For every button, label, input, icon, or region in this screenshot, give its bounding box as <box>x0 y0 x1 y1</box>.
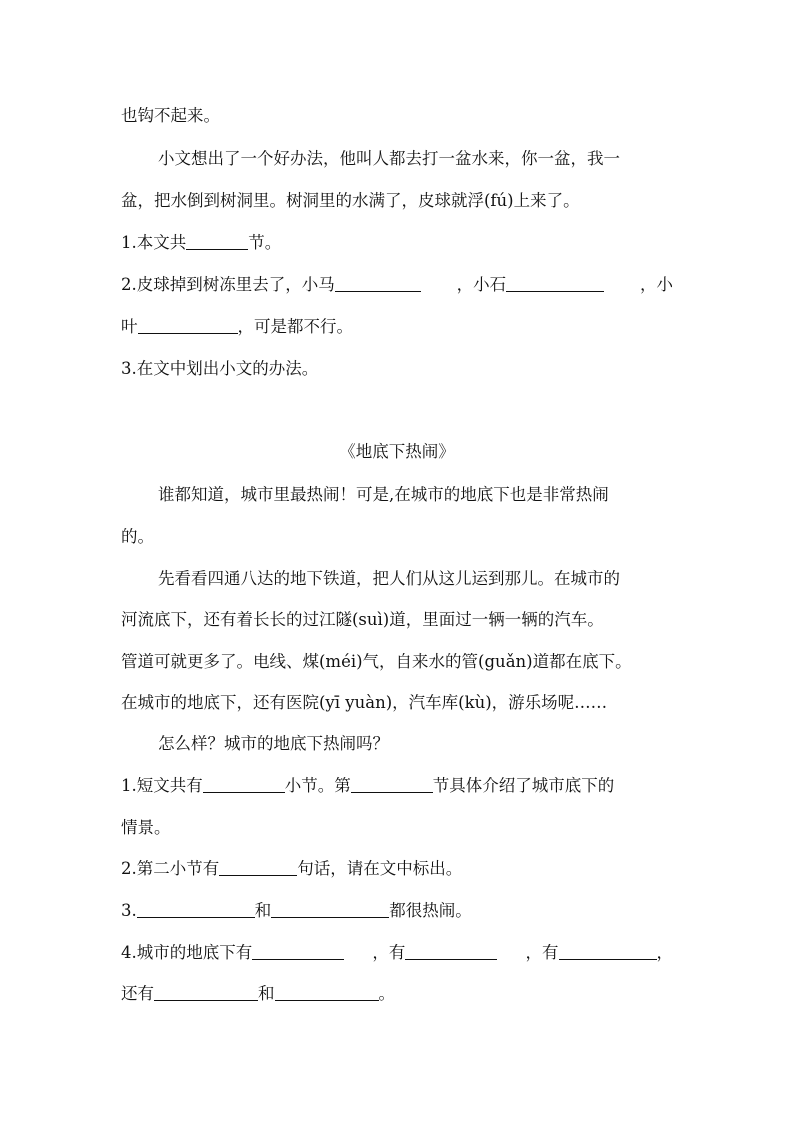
question-4: 4.城市的地底下有 ，有 ，有 ， <box>121 943 673 962</box>
answer-blank[interactable] <box>351 774 433 793</box>
answer-blank[interactable] <box>405 941 497 960</box>
answer-blank[interactable] <box>335 273 421 292</box>
answer-blank[interactable] <box>186 231 248 250</box>
passage-title: 《地底下热闹》 <box>339 442 455 461</box>
question-1: 1.本文共 节。 <box>121 233 282 252</box>
passage-paragraph-line: 谁都知道，城市里最热闹！可是,在城市的地底下也是非常热闹 <box>158 485 609 504</box>
passage-continuation: 也钩不起来。 <box>121 106 220 125</box>
passage-paragraph-line: 河流底下，还有着长长的过江隧(suì)道，里面过一辆一辆的汽车。 <box>121 610 604 629</box>
passage-paragraph-line: 怎么样？城市的地底下热闹吗？ <box>158 734 389 753</box>
question-4-continued: 还有 和 。 <box>121 984 395 1003</box>
passage-paragraph-line: 盆，把水倒到树洞里。树洞里的水满了，皮球就浮(fú)上来了。 <box>121 191 580 210</box>
question-1: 1.短文共有 小节。第 节具体介绍了城市底下的 <box>121 776 615 795</box>
question-1-continued: 情景。 <box>121 818 171 837</box>
passage-paragraph-line: 的。 <box>121 527 154 546</box>
question-3: 3.在文中划出小文的办法。 <box>121 359 319 378</box>
answer-blank[interactable] <box>203 774 285 793</box>
passage-paragraph-line: 先看看四通八达的地下铁道，把人们从这儿运到那儿。在城市的 <box>158 569 620 588</box>
answer-blank[interactable] <box>154 982 258 1001</box>
answer-blank[interactable] <box>137 899 255 918</box>
passage-paragraph-line: 管道可就更多了。电线、煤(méi)气，自来水的管(guǎn)道都在底下。 <box>121 652 632 671</box>
answer-blank[interactable] <box>559 941 657 960</box>
question-2-continued: 叶 ，可是都不行。 <box>121 317 353 336</box>
passage-paragraph-line: 小文想出了一个好办法，他叫人都去打一盆水来，你一盆，我一 <box>158 149 620 168</box>
answer-blank[interactable] <box>252 941 344 960</box>
question-2: 2.皮球掉到树冻里去了，小马 ，小石 ，小 <box>121 275 673 294</box>
answer-blank[interactable] <box>138 315 238 334</box>
question-3: 3. 和 都很热闹。 <box>121 901 472 920</box>
answer-blank[interactable] <box>506 273 604 292</box>
question-2: 2.第二小节有 句话，请在文中标出。 <box>121 859 463 878</box>
answer-blank[interactable] <box>275 982 379 1001</box>
answer-blank[interactable] <box>219 857 297 876</box>
answer-blank[interactable] <box>271 899 389 918</box>
passage-paragraph-line: 在城市的地底下，还有医院(yī yuàn)，汽车库(kù)，游乐场呢…… <box>121 693 608 712</box>
